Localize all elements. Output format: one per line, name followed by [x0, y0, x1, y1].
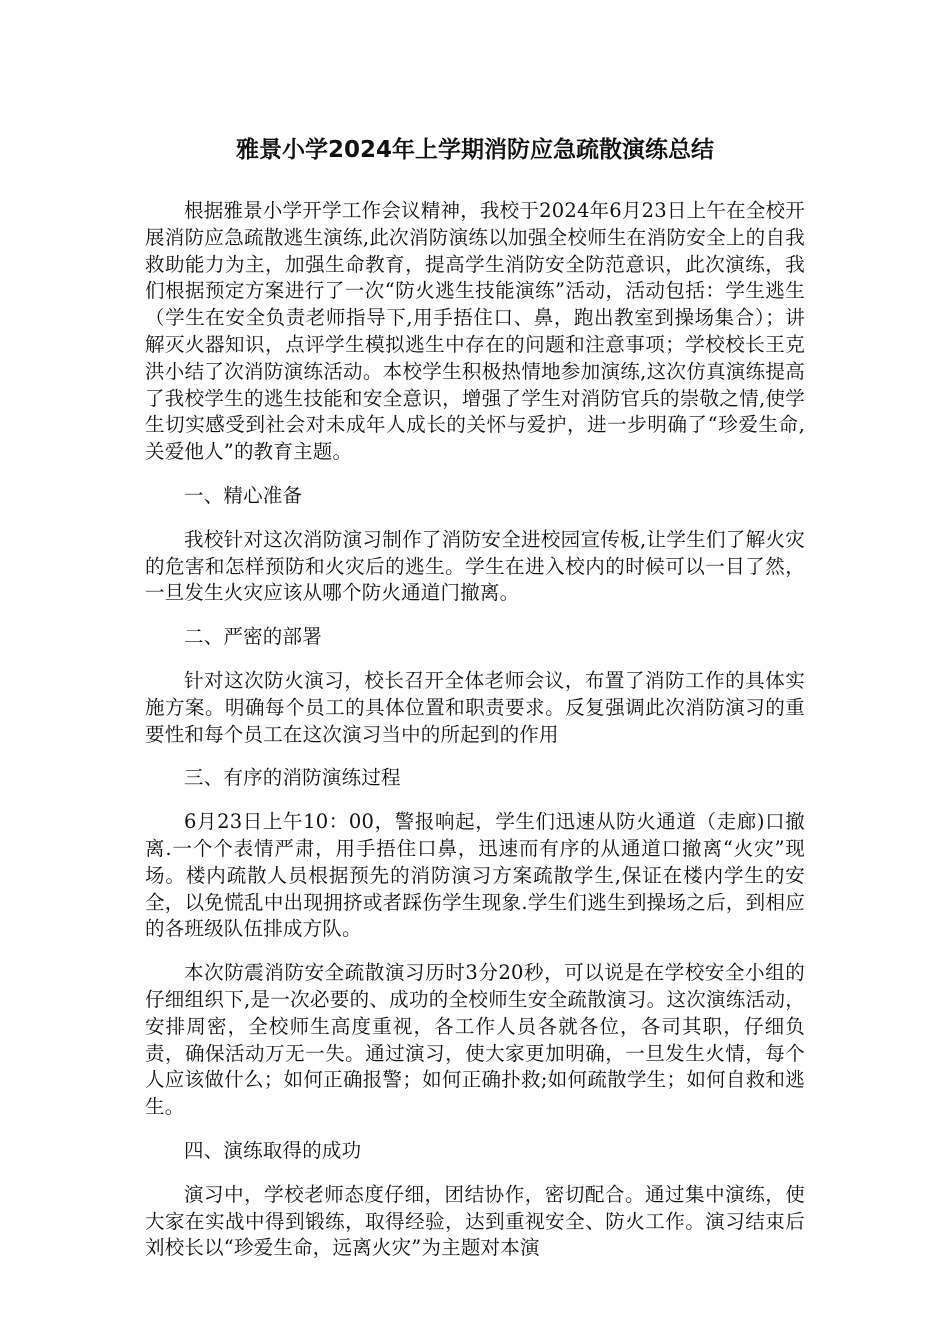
- section-heading-success: 四、演练取得的成功: [184, 1138, 362, 1162]
- section-paragraph-preparation: 我校针对这次消防演习制作了消防安全进校园宣传板,让学生们了解火灾的危害和怎样预防和火灾后的逃生。学生在进入校内的时候可以一目了然，一旦发生火灾应该从哪个防火通道门撤离。: [145, 527, 805, 605]
- section-paragraph-drill-process-1: 6月23日上午10：00，警报响起，学生们迅速从防火通道（走廊)口撤离.一个个表情严肃，用手捂住口鼻，迅速而有序的从通道口撤离“火灾”现场。楼内疏散人员根据预先的消防演习方案疏散学生,保证在楼内学生的安全，以免慌乱中出现拥挤或者踩伤学生现象.学生们逃生到操场之后，到相应的各班级队伍排成方队。: [145, 810, 805, 941]
- section-paragraph-success: 演习中，学校老师态度仔细，团结协作，密切配合。通过集中演练，使大家在实战中得到锻练，取得经验，达到重视安全、防火工作。演习结束后刘校长以“珍爱生命，远离火灾”为主题对本演: [145, 1182, 805, 1260]
- section-heading-deployment: 二、严密的部署: [184, 625, 322, 649]
- section-paragraph-deployment: 针对这次防火演习，校长召开全体老师会议，布置了消防工作的具体实施方案。明确每个员工的具体位置和职责要求。反复强调此次消防演习的重要性和每个员工在这次演习当中的所起到的作用: [145, 668, 805, 746]
- section-paragraph-drill-process-2: 本次防震消防安全疏散演习历时3分20秒，可以说是在学校安全小组的仔细组织下,是一次必要的、成功的全校师生安全疏散演习。这次演练活动，安排周密，全校师生高度重视，各工作人员各就各位，各司其职，仔细负责，确保活动万无一失。通过演习，使大家更加明确，一旦发生火情，每个人应该做什么；如何正确报警；如何正确扑救;如何疏散学生；如何自救和逃生。: [145, 961, 805, 1119]
- section-heading-drill-process: 三、有序的消防演练过程: [184, 766, 401, 790]
- document-title: 雅景小学2024年上学期消防应急疏散演练总结: [235, 137, 714, 163]
- document-page: [145, 128, 805, 1279]
- intro-paragraph: 根据雅景小学开学工作会议精神，我校于2024年6月23日上午在全校开展消防应急疏散逃生演练,此次消防演练以加强全校师生在消防安全上的自我救助能力为主，加强生命教育，提高学生消防安全防范意识，此次演练，我们根据预定方案进行了一次“防火逃生技能演练”活动，活动包括：学生逃生（学生在安全负责老师指导下,用手捂住口、鼻，跑出教室到操场集合）；讲解灭火器知识，点评学生模拟逃生中存在的问题和注意事项；学校校长王克洪小结了次消防演练活动。本校学生积极热情地参加演练,这次仿真演练提高了我校学生的逃生技能和安全意识，增强了学生对消防官兵的崇敬之情,使学生切实感受到社会对未成年人成长的关怀与爱护，进一步明确了“珍爱生命,关爱他人”的教育主题。: [145, 199, 805, 464]
- section-heading-preparation: 一、精心准备: [184, 483, 303, 507]
